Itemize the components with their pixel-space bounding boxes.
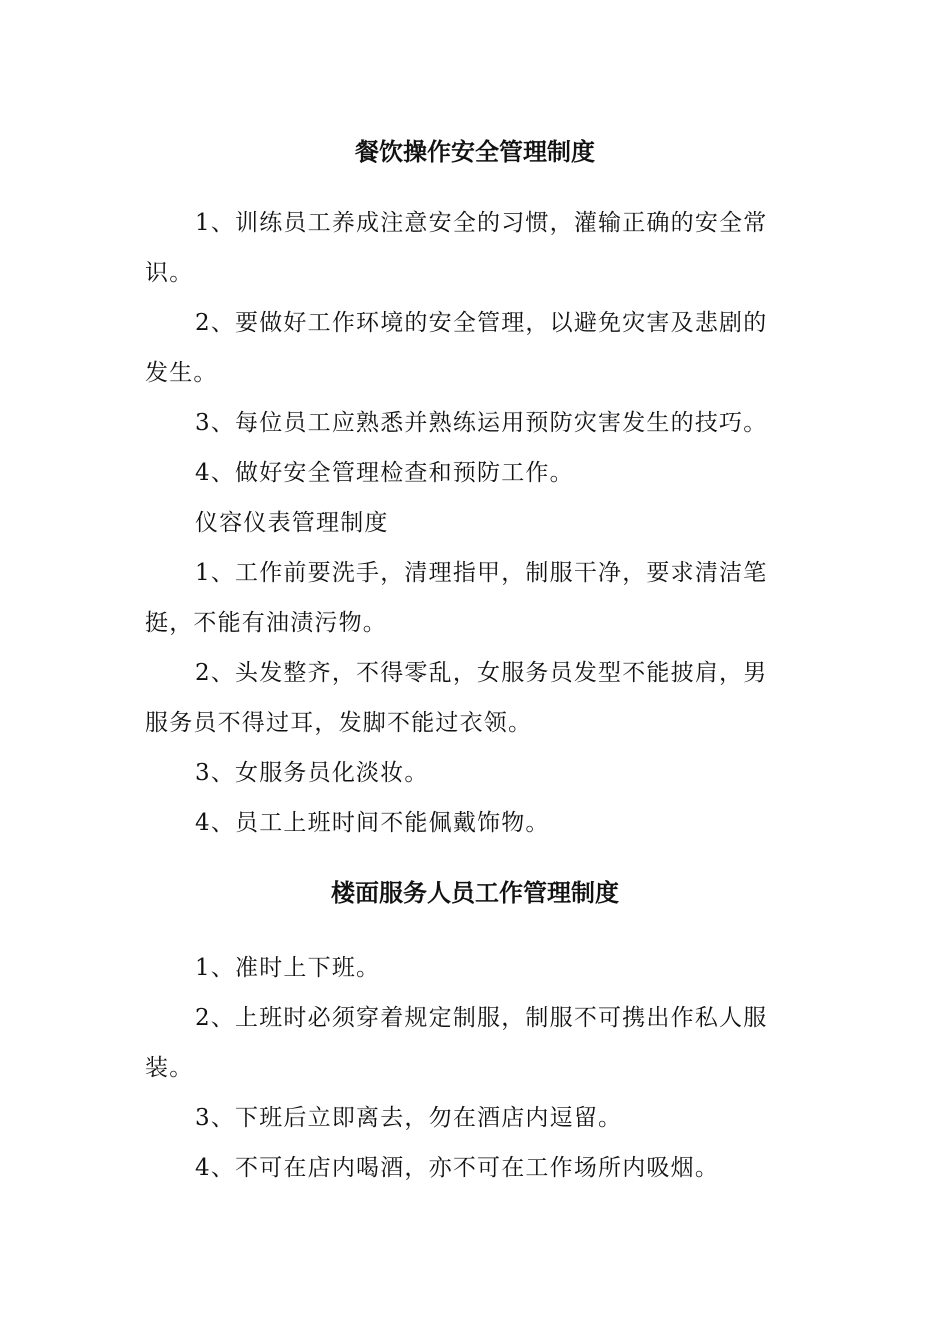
paragraph-line: 3、每位员工应熟悉并熟练运用预防灾害发生的技巧。 [195, 410, 768, 436]
paragraph-line: 2、要做好工作环境的安全管理，以避免灾害及悲剧的 [195, 310, 768, 336]
paragraph-line: 3、下班后立即离去，勿在酒店内逗留。 [195, 1105, 623, 1131]
paragraph-line: 4、员工上班时间不能佩戴饰物。 [195, 810, 550, 836]
paragraph-line: 1、工作前要洗手，清理指甲，制服干净，要求清洁笔 [195, 560, 768, 586]
section-heading-grooming: 仪容仪表管理制度 [195, 510, 389, 536]
paragraph-line: 服务员不得过耳，发脚不能过衣领。 [145, 710, 533, 736]
paragraph-line: 1、训练员工养成注意安全的习惯，灌输正确的安全常 [195, 210, 768, 236]
paragraph-line: 2、头发整齐，不得零乱，女服务员发型不能披肩，男 [195, 660, 768, 686]
paragraph-line: 发生。 [145, 360, 218, 386]
paragraph-line: 3、女服务员化淡妆。 [195, 760, 429, 786]
paragraph-line: 识。 [145, 260, 194, 286]
paragraph-line: 2、上班时必须穿着规定制服，制服不可携出作私人服 [195, 1005, 768, 1031]
paragraph-line: 4、不可在店内喝酒，亦不可在工作场所内吸烟。 [195, 1155, 720, 1181]
paragraph-line: 1、准时上下班。 [195, 955, 381, 981]
paragraph-line: 4、做好安全管理检查和预防工作。 [195, 460, 574, 486]
section-title-kitchen-safety: 餐饮操作安全管理制度 [355, 138, 595, 166]
paragraph-line: 装。 [145, 1055, 194, 1081]
paragraph-line: 挺，不能有油渍污物。 [145, 610, 387, 636]
section-title-floor-service: 楼面服务人员工作管理制度 [331, 879, 619, 907]
